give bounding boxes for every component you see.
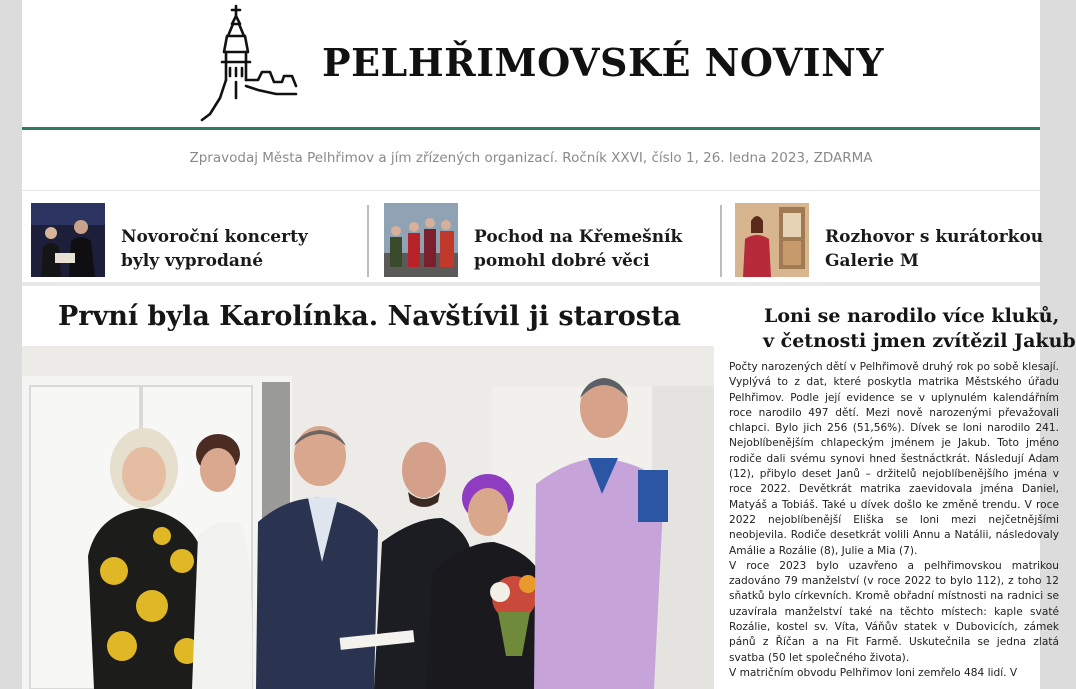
main-article-headline: První byla Karolínka. Navštívil ji starosta — [58, 301, 681, 332]
teaser-march-line1: Pochod na Křemešník — [474, 227, 683, 247]
side-article-body — [729, 360, 1059, 689]
teaser-bar — [22, 190, 1044, 286]
main-article-photo — [22, 346, 714, 689]
teaser-concerts-line2: byly vyprodané — [121, 251, 264, 271]
teaser-concerts-line1: Novoroční koncerty — [121, 227, 308, 247]
side-article-paragraph: V roce 2023 bylo uzavřeno a pelhřimovskou matrikou zadováno 79 manželství (v roce 2022 to bylo 112), z toho 12 sňatků bylo církevních. Kromě obřadní místnosti na radnici se uzavírala manželství také na těchto místech: kaple svaté Rozálie, kostel sv. Víta, Váňův statek v Dubovicích, zámek pánů z Říčan a na Fit Farmě. Uskutečnila se jedna zlatá svatba (50 let společného života). — [729, 559, 1059, 664]
teaser-separator — [367, 205, 369, 277]
side-article-paragraph: V matričním obvodu Pelhřimov loni zemřelo 484 lidí. V — [729, 666, 1018, 679]
side-article-headline — [738, 304, 1076, 354]
masthead — [22, 0, 1040, 166]
masthead-rule — [22, 127, 1040, 130]
issue-info: Zpravodaj Města Pelhřimov a jím zřízených organizací. Ročník XXVI, číslo 1, 26. ledna 2023, ZDARMA — [189, 150, 873, 166]
teaser-separator — [720, 205, 722, 277]
teaser-interview-line1: Rozhovor s kurátorkou — [825, 227, 1044, 247]
newspaper-page — [22, 0, 1076, 689]
teaser-concerts-text — [121, 225, 308, 273]
side-article-paragraph: Počty narozených dětí v Pelhřimově druhý rok po sobě klesají. Vyplývá to z dat, které poskytla matrika Městského úřadu Pelhřimov. Podle její evidence se v uplynulém kalendářním roce narodilo 497 dětí. Mezi nově narozenými převažovali chlapci. Bylo jich 256 (51,56%). Dívek se loni narodilo 241. Nejoblíbenějším chlapeckým jménem je Jakub. Toto jméno rodiče dali svému synovi hned šestnáctkrát. Následují Adam (12), přibylo deset Janů – držitelů nejoblíbenějšího jména v roce 2022. Devětkrát matrika zaevidovala jména Daniel, Matyáš a Tobiáš. Také u dívek došlo ke změně trendu. V roce 2022 nejoblíbenější Eliška se loni mezi nejčetnějšími neobjevila. Rodiče desetkrát volili Annu a Natálii, následovaly Amálie a Rozálie (8), Julie a Mia (7). — [729, 361, 1059, 557]
teaser-interview-text — [825, 225, 1043, 273]
teaser-march-line2: pomohl dobré věci — [474, 251, 650, 271]
march-thumbnail-icon — [384, 203, 458, 277]
teaser-interview-line2: Galerie M — [825, 251, 919, 271]
concert-thumbnail-icon — [31, 203, 105, 277]
gallery-thumbnail-icon — [735, 203, 809, 277]
side-headline-line1: Loni se narodilo více kluků, — [764, 305, 1060, 327]
newspaper-title: PELHŘIMOVSKÉ NOVINY — [322, 40, 884, 85]
church-tower-logo-icon — [200, 2, 310, 124]
teaser-march-text — [474, 225, 682, 273]
side-headline-line2: v četnosti jmen zvítězil Jakub — [763, 330, 1076, 352]
